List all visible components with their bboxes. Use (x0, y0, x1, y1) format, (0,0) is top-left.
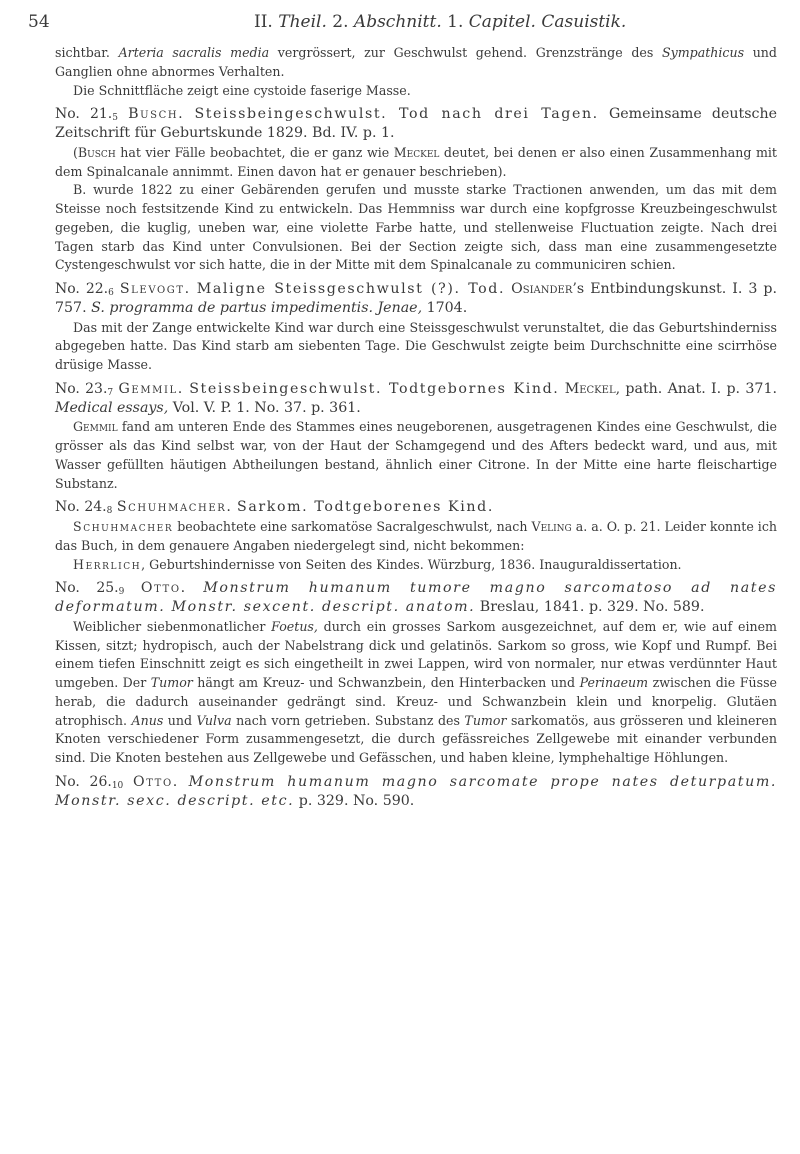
source-volume: Vol. V. P. 1. No. 37. p. 361. (168, 399, 361, 416)
text-run: nach vorn getrieben. Substanz des (231, 712, 465, 728)
case-author: Otto. (140, 580, 187, 597)
page-body (55, 44, 777, 810)
text-run: und (163, 712, 197, 728)
case-source: p. 329. No. 590. (294, 792, 415, 809)
author-ref: Schuhmacher (73, 519, 174, 534)
author-ref: Veling (531, 519, 572, 534)
case-title: Maligne Steissgeschwulst (?). Tod. (196, 281, 506, 297)
text-run: a. a. O. p. 21. Leider konnte ich das Buch, in dem genauere Angaben niedergelegt sind, nicht bekommen: (55, 519, 777, 553)
part-word: Theil. (278, 12, 327, 32)
case-entry-26 (55, 773, 777, 811)
author-ref: Meckel (393, 144, 440, 160)
case-title: Monstrum humanum magno sarcomate prope nates deturpatum. Monstr. sexc. descript. etc. (55, 773, 778, 809)
case-subnumber: 7 (107, 387, 114, 398)
case-author: Busch. (128, 106, 185, 123)
case-note (55, 144, 777, 182)
case-author: Slevogt. (119, 281, 191, 297)
case-heading (55, 380, 777, 418)
case-title: Steissbeingeschwulst. Tod nach drei Tagen. (194, 106, 599, 123)
case-number: No. 26. (55, 773, 112, 790)
case-number: No. 22. (55, 281, 109, 297)
case-description: Das mit der Zange entwickelte Kind war durch eine Steissgeschwulst verunstaltet, die das Geburtshinderniss abgegeben hatte. Das Kind starb am siebenten Tage. Die Geschwulst zeigte beim Durchschnitte eine scirrhöse drüsige Masse. (55, 319, 777, 372)
case-description (55, 518, 777, 556)
text-run: vergrössert, zur Geschwulst gehend. Grenzstränge des (269, 45, 662, 60)
italic-run: Tumor (464, 712, 507, 728)
case-heading (55, 280, 777, 318)
text-run: ( (73, 144, 78, 160)
text-run: hat vier Fälle beobachtet, die er ganz wie (115, 144, 394, 160)
case-heading (55, 773, 777, 811)
case-entry-24 (55, 498, 777, 574)
case-heading (55, 498, 777, 517)
section-number: 2. (326, 12, 354, 32)
italic-run: Anus (131, 712, 164, 728)
source-year: 1704. (422, 299, 468, 316)
case-description (55, 418, 777, 493)
author-ref: Busch (77, 144, 116, 160)
text-run: sichtbar. (55, 45, 119, 60)
italic-run: Sympathicus (661, 45, 745, 60)
italic-run: Foetus, (271, 618, 318, 634)
source-author: Osiander (511, 281, 573, 297)
page-number: 54 (28, 12, 50, 32)
text-run: sarkomatös, aus grösseren und kleineren Knoten verschiedener Form zusammengesetzt, die durch gefässreiches Zellgewebe mit einander verbunden sind. Die Knoten bestehen aus Zellgewebe und Gefässchen, und haben kleine, lymphehaltige Höhlungen. (55, 712, 777, 765)
case-number: No. 24. (55, 499, 107, 516)
italic-run: Vulva (196, 712, 232, 728)
intro-paragraph (55, 44, 777, 82)
case-author: Otto. (133, 773, 179, 790)
case-subnumber: 9 (118, 587, 125, 598)
source-author: Meckel (564, 380, 616, 397)
text-run: deutet, bei denen er also einen Zusammenhang mit dem Spinalcanale annimmt. Einen davon hat er genauer beschrieben). (55, 144, 777, 179)
case-subnumber: 8 (106, 506, 113, 517)
case-source: , path. Anat. I. p. 371. (615, 380, 777, 397)
case-source: Breslau, 1841. p. 329. No. 589. (475, 599, 705, 615)
case-entry-23 (55, 380, 777, 494)
case-author: Gemmil. (118, 380, 184, 397)
text-run: hängt am Kreuz- und Schwanzbein, den Hinterbacken und (192, 675, 580, 690)
running-title (254, 12, 626, 32)
case-source: Gemeinsame deutsche Zeitschrift für Geburtskunde 1829. Bd. IV. p. 1. (55, 106, 777, 141)
case-title: Steissbeingeschwulst. Todtgebornes Kind. (189, 380, 560, 397)
running-header (0, 12, 800, 38)
text-run: und Ganglien ohne abnormes Verhalten. (55, 45, 777, 79)
italic-run: Arteria sacralis media (118, 45, 270, 60)
text-run: fand am unteren Ende des Stammes eines neugeborenen, ausgetragenen Kindes eine Geschwulst, die grösser als das Kind selbst war, von der Haut der Schamgegend und des Afters bedeckt ward, und aus, mit Wasser gefüllten häutigen Abtheilungen bestand, ähnlich einer Citrone. In der Mitte eine harte fleischartige Substanz. (55, 419, 777, 491)
topic-word: Casuistik. (535, 12, 627, 32)
case-number: No. 23. (55, 380, 108, 397)
case-heading (55, 105, 777, 143)
case-title: Sarkom. Todtgeborenes Kind. (237, 499, 494, 516)
chapter-word: Capitel. (468, 12, 536, 32)
source-title: S. programma de partus impedimentis. Jenae, (91, 299, 423, 316)
section-word: Abschnitt. (353, 12, 442, 32)
case-author: Schuhmacher. (116, 499, 233, 516)
case-entry-22 (55, 280, 777, 375)
text-run: Weiblicher siebenmonatlicher (73, 618, 272, 634)
text-run: , Geburtshindernisse von Seiten des Kindes. Würzburg, 1836. Inauguraldissertation. (141, 556, 682, 572)
case-heading (55, 579, 777, 617)
chapter-number: 1. (441, 12, 469, 32)
case-subnumber: 5 (112, 113, 118, 124)
case-entry-21 (55, 105, 777, 275)
case-description: B. wurde 1822 zu einer Gebärenden gerufen und musste starke Tractionen anwenden, um das mit dem Steisse noch festsitzende Kind zu entwickeln. Das Hemmniss war durch eine kopfgrosse Kreuzbeingeschwulst gegeben, die kuglig, uneben war, eine violette Farbe hatte, und stellenweise Fluctuation zeigte. Nach drei Tagen starb das Kind unter Convulsionen. Bei der Section zeigte sich, dass man eine zusammengesetzte Cystengeschwulst vor sich hatte, die in der Mitte mit dem Spinalcanale zu communiciren schien. (55, 182, 777, 273)
italic-run: Perinaeum (579, 675, 649, 690)
case-description (55, 618, 777, 768)
italic-run: Tumor (150, 675, 193, 690)
case-number: No. 21. (55, 106, 113, 123)
intro-paragraph-2: Die Schnittfläche zeigt eine cystoide faserige Masse. (73, 82, 411, 98)
text-run: beobachtete eine sarkomatöse Sacralgeschwulst, nach (173, 519, 532, 534)
case-reference (55, 556, 777, 575)
author-ref: Herrlich (73, 556, 142, 572)
case-title: Monstrum humanum tumore magno sarcomatoso ad nates deformatum. Monstr. sexcent. descript. anatom. (55, 580, 777, 615)
case-source: ’s Entbindungskunst. I. 3 p. 757. (55, 281, 777, 316)
source-title: Medical essays, (55, 399, 169, 416)
text-run: durch ein grosses Sarkom ausgezeichnet, auf dem er, wie auf einem Kissen, sitzt; hydropisch, auch der Nabelstrang dick und gelatinös. Sarkom so gross, wie Kopf und Rumpf. Bei einem tiefen Einschnitt zeigt es sich eingetheilt in zwei Lappen, wird von normaler, nur etwas verdünnter Haut umgeben. Der (55, 618, 778, 690)
case-number: No. 25. (55, 580, 119, 597)
case-subnumber: 10 (111, 780, 124, 791)
case-entry-25 (55, 579, 777, 768)
case-subnumber: 6 (108, 288, 114, 298)
author-ref: Gemmil (73, 419, 118, 435)
part-number: II. (254, 12, 279, 32)
text-run: zwischen die Füsse herab, die dadurch auseinander gedrängt sind. Kreuz- und Schwanzbein klein und knorpelig. Glutäen atrophisch. (55, 675, 777, 728)
